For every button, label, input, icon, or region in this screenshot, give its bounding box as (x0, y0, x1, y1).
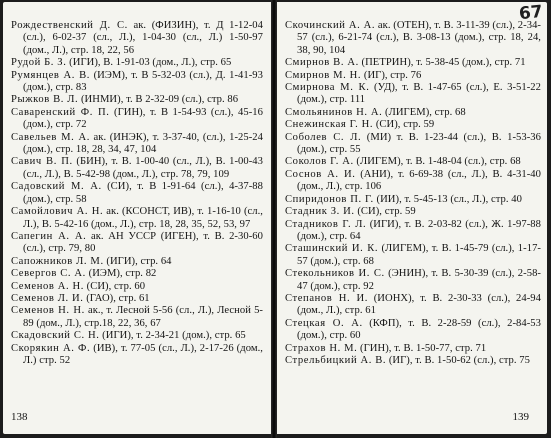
entry-name: Смирнова М. К. (285, 82, 370, 94)
entry-name: Садовский М. А. (11, 181, 102, 193)
index-entry (285, 169, 541, 194)
entry-name: Стекольников И. С. (285, 268, 385, 280)
entry-details: (ГИН), т. В. 1-50-77, стр. 71 (357, 342, 487, 354)
entry-details: (ЛИГЕМ), стр. 68 (382, 106, 466, 118)
entry-details: (СИ), т. В 1-91-64 (сл.), 4-37-88 (дом.), стр. 58 (23, 181, 263, 205)
left-page (3, 2, 271, 434)
entry-name: Соболев С. Л. (285, 131, 362, 143)
entry-name: Степанов Н. И. (285, 292, 368, 304)
entry-name: Снежинская Г. Н. (285, 119, 374, 131)
index-entry (11, 305, 263, 330)
entry-name: Стрельбицкий А. В. (285, 354, 387, 366)
entry-name: Саваренский Ф. П. (11, 106, 110, 118)
entry-name: Рыжков В. Л. (11, 94, 79, 106)
entry-name: Стецкая О. А. (285, 317, 363, 329)
index-entry (285, 70, 541, 82)
index-entry (285, 132, 541, 157)
left-entry-list (11, 20, 263, 367)
entry-name: Семенов Н. Н. (11, 305, 85, 317)
index-entry (285, 82, 541, 107)
entry-details: (ИЭМ), стр. 82 (85, 268, 157, 280)
entry-details: (ИГИ), т. В. 2-03-82 (сл.), Ж. 1-97-88 (дом.), стр. 64 (297, 218, 541, 242)
index-entry (285, 343, 541, 355)
index-entry (11, 293, 263, 305)
entry-details: (ИНМИ), т. В 2-32-09 (сл.), стр. 86 (78, 94, 239, 106)
entry-name: Смольянинов Н. А. (285, 106, 383, 118)
entry-name: Румянцев А. В. (11, 69, 91, 81)
entry-details: (ПЕТРИН), т. 5-38-45 (дом.), стр. 71 (358, 57, 526, 69)
entry-details: (ИГИ), В. 1-91-03 (дом., Л.), стр. 65 (66, 57, 232, 69)
entry-name: Рудой Б. З. (11, 57, 67, 69)
index-entry (285, 20, 541, 57)
index-entry (11, 94, 263, 106)
index-entry (285, 268, 541, 293)
index-entry (11, 132, 263, 157)
entry-name: Соснов А. И. (285, 168, 356, 180)
index-entry (285, 355, 541, 367)
entry-details: (МИ) т. В. 1-23-44 (сл.), В. 1-53-36 (дом.), стр. 55 (297, 131, 541, 156)
right-page-number: 139 (512, 411, 529, 423)
index-entry (285, 206, 541, 218)
entry-details: (БИН), т. В. 1-00-40 (сл., Л.), В. 1-00-43 (сл., Л.), В. 5-42-98 (дом., Л.), стр. 78, 79, 109 (23, 156, 263, 180)
index-entry (11, 181, 263, 206)
entry-name: Смирнов М. Н. (285, 69, 362, 81)
right-page (277, 2, 547, 434)
entry-name: Соколов Г. А. (285, 156, 354, 168)
index-entry (11, 57, 263, 69)
index-entry (11, 343, 263, 368)
entry-details: (ГАО), стр. 61 (83, 292, 150, 304)
entry-name: Скочинский А. А. (285, 20, 376, 31)
entry-details: ак. (ОТЕН), т. В. 3-11-39 (сл.), 2-34-57 (сл.), 6-21-74 (сл.), В. 3-08-13 (дом.), стр. 18, 24, 38, 90, 104 (297, 20, 542, 56)
index-entry (11, 20, 263, 57)
entry-name: Сапегин А. А. (11, 230, 87, 242)
entry-details: (ИИ), т. 5-45-13 (сл., Л.), стр. 40 (373, 193, 522, 205)
index-entry (285, 107, 541, 119)
entry-name: Сташинский И. К. (285, 243, 379, 255)
entry-name: Скорякин А. Ф. (11, 342, 91, 354)
entry-details: (СИ), стр. 59 (373, 119, 435, 131)
entry-name: Самойлович А. Н. (11, 206, 104, 218)
entry-details: (СИ), стр. 60 (83, 280, 146, 292)
index-entry (11, 256, 263, 268)
index-entry (11, 70, 263, 95)
entry-details: (ИГ), т. В. 1-50-62 (сл.), стр. 75 (386, 354, 530, 366)
entry-details: (УД), т. В. 1-47-65 (сл.), Е. 3-51-22 (дом.), стр. 111 (297, 82, 541, 106)
entry-details: ак. (КСОНСТ, ИВ), т. 1-16-10 (сл., Л.), В. 5-42-16 (дом., Л.), стр. 18, 28, 35, 52, 53, 97 (23, 206, 264, 230)
entry-name: Севергов С. А. (11, 268, 86, 280)
entry-details: ак. (ФИЗИН), т. Д 1-12-04 (сл.), 6-02-37 (сл., Л.), 1-04-30 (сл., Л.) 1-50-97 (дом., Л.), стр. 18, 22, 56 (23, 20, 263, 56)
right-entry-list (285, 20, 541, 367)
entry-name: Савельев М. А. (11, 131, 90, 143)
entry-name: Семенов А. Н. (11, 280, 84, 292)
entry-details: (АНИ), т. 6-69-38 (сл., Л.), В. 4-31-40 (дом., Л.), стр. 106 (297, 168, 541, 193)
entry-name: Стадник З. И. (285, 206, 355, 218)
index-entry (11, 206, 263, 231)
entry-details: (ИОНХ), т. В. 2-30-33 (сл.), 24-94 (дом., Л.), стр. 61 (297, 292, 541, 317)
entry-details: (ЭНИН), т. В. 5-30-39 (сл.), 2-58-47 (дом.), стр. 92 (297, 268, 541, 292)
entry-name: Смирнов В. А. (285, 57, 359, 69)
entry-name: Скадовский С. Н. (11, 330, 100, 342)
left-page-number: 138 (11, 411, 28, 423)
index-entry (285, 57, 541, 69)
entry-details: (ИГИ), стр. 64 (103, 255, 172, 267)
index-entry (285, 119, 541, 131)
entry-name: Рождественский Д. С. (11, 20, 128, 31)
index-entry (11, 281, 263, 293)
index-entry (11, 268, 263, 280)
entry-details: (ИЭМ), т. В 5-32-03 (сл.), Д. 1-41-93 (дом.), стр. 83 (23, 69, 263, 94)
index-entry (285, 243, 541, 268)
entry-details: (ИГ), стр. 76 (361, 69, 422, 81)
index-entry (285, 156, 541, 168)
entry-details: (ЛИГЕМ), т. В. 1-45-79 (сл.), 1-17-57 (дом.), стр. 68 (297, 243, 541, 267)
entry-name: Страхов Н. М. (285, 342, 358, 354)
handwritten-page-mark: 67 (518, 2, 544, 25)
entry-details: (ЛИГЕМ), т. В. 1-48-04 (сл.), стр. 68 (353, 156, 521, 168)
entry-name: Семенов Л. И. (11, 292, 84, 304)
index-entry (11, 156, 263, 181)
entry-name: Савич В. П. (11, 156, 73, 168)
entry-details: (КФП), т. В. 2-28-59 (сл.), 2-84-53 (дом.), стр. 60 (297, 317, 541, 342)
index-entry (11, 330, 263, 342)
entry-details: ак. АН УССР (ИГЕН), т. В. 2-30-60 (сл.), стр. 79, 80 (23, 230, 263, 255)
entry-details: (ИВ), т. 77-05 (сл., Л.), 2-17-26 (дом., Л.) стр. 52 (23, 342, 263, 366)
entry-details: (ГИН), т. В 1-54-93 (сл.), 45-16 (дом.), стр. 72 (23, 106, 263, 131)
entry-details: (ИГИ), т. 2-34-21 (дом.), стр. 65 (99, 330, 246, 342)
entry-name: Спиридонов П. Г. (285, 193, 374, 205)
entry-name: Сапожников Л. М. (11, 255, 104, 267)
entry-details: (СИ), стр. 59 (354, 206, 416, 218)
index-entry (11, 107, 263, 132)
entry-name: Стадников Г. Л. (285, 218, 367, 230)
entry-details: ак. (ИНЭК), т. 3-37-40, (сл.), 1-25-24 (дом.), стр. 18, 28, 34, 47, 104 (23, 131, 263, 156)
index-entry (11, 231, 263, 256)
index-entry (285, 194, 541, 206)
entry-details: ак., т. Лесной 5-56 (сл., Л.), Лесной 5-89 (дом., Л.), стр.18, 22, 36, 67 (23, 305, 264, 329)
index-entry (285, 293, 541, 318)
index-entry (285, 219, 541, 244)
index-entry (285, 318, 541, 343)
